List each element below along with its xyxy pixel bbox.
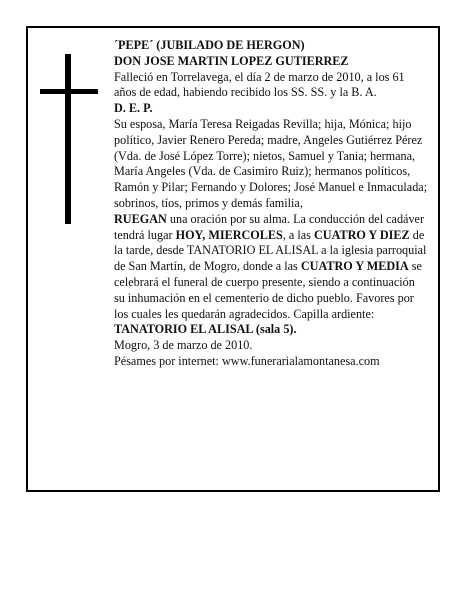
time-funeral: CUATRO Y MEDIA <box>300 259 409 274</box>
time-conduction: CUATRO Y DIEZ <box>313 227 410 242</box>
obituary-text <box>114 38 428 370</box>
deceased-name: DON JOSE MARTIN LOPEZ GUTIERREZ <box>114 53 349 68</box>
chapel: TANATORIO EL ALISAL (sala 5). <box>114 322 297 337</box>
condolences: Pésames por internet: www.funerarialamontanesa.com <box>114 353 380 368</box>
service-text: RUEGAN una oración por su alma. La conducción del cadáver tendrá lugar HOY, MIERCOLES, a las CUATRO Y DIEZ de la tarde, desde TANATORIO EL ALISAL a la iglesia parroquial de San Martín, de Mogro, donde a las CUATRO Y MEDIA se celebrará el funeral de cuerpo presente, siendo a continuación su inhumación en el cementerio de dicho pueblo. Favores por los cuales les quedarán agradecidos. Capilla ardiente: TANATORIO EL ALISAL (sala 5). <box>114 211 427 337</box>
cross-icon <box>40 54 98 224</box>
day: HOY, MIERCOLES <box>175 227 283 242</box>
nickname: ´PEPE´ (JUBILADO DE HERGON) <box>114 38 305 52</box>
ruegan: RUEGAN <box>114 211 167 226</box>
family-text: Su esposa, María Teresa Reigadas Revilla; hija, Mónica; hijo político, Javier Renero Pereda; madre, Angeles Gutiérrez Pérez (Vda. de José López Torre); nietos, Samuel y Tania; hermana, María Angeles (Vda. de Casimiro Ruiz); hermanos políticos, Ramón y Pilar; Fernando y Dolores; José Manuel e Inmaculada; sobrinos, tíos, primos y demás familia, <box>114 116 428 210</box>
place-date: Mogro, 3 de marzo de 2010. <box>114 338 253 353</box>
death-text: Falleció en Torrelavega, el día 2 de marzo de 2010, a los 61 años de edad, habiendo recibido los SS. SS. y la B. A. <box>114 69 405 100</box>
dep: D. E. P. <box>114 101 153 116</box>
obituary-frame <box>26 26 440 492</box>
